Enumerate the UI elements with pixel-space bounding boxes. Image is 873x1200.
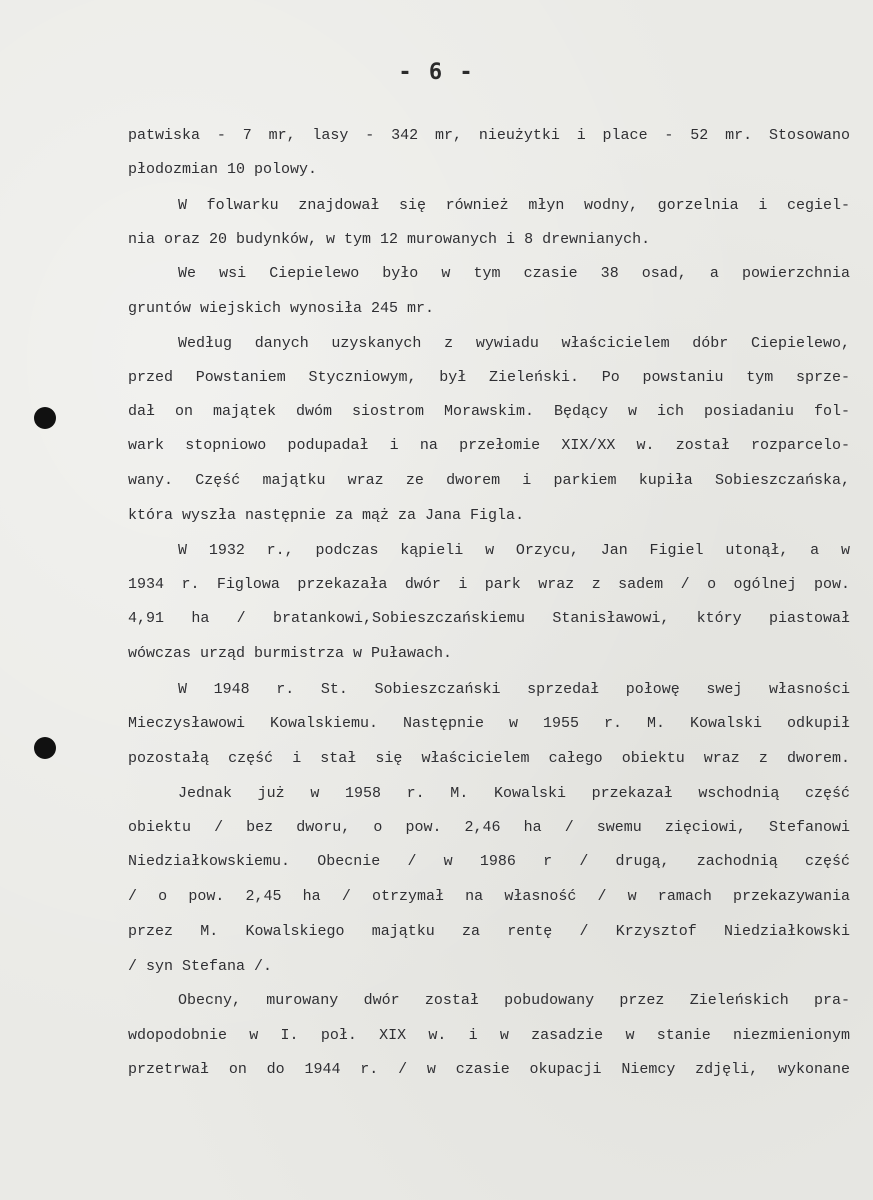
text-line: / syn Stefana /. (128, 958, 273, 975)
text-line: przed Powstaniem Styczniowym, był Zieleński. Po powstaniu tym sprze- (128, 369, 850, 386)
text-line: obiektu / bez dworu, o pow. 2,46 ha / swemu zięciowi, Stefanowi (128, 819, 850, 836)
text-line: Według danych uzyskanych z wywiadu właścicielem dóbr Ciepielewo, (178, 335, 850, 352)
text-line: Obecny, murowany dwór został pobudowany przez Zieleńskich pra- (178, 992, 850, 1009)
text-line: wdopodobnie w I. poł. XIX w. i w zasadzie w stanie niezmienionym (128, 1027, 850, 1044)
text-line: We wsi Ciepielewo było w tym czasie 38 osad, a powierzchnia (178, 265, 850, 282)
text-line: przetrwał on do 1944 r. / w czasie okupacji Niemcy zdjęli, wykonane (128, 1061, 850, 1078)
text-line: 4,91 ha / bratankowi,Sobieszczańskiemu Stanisławowi, który piastował (128, 610, 850, 627)
text-line: dał on majątek dwóm siostrom Morawskim. Będący w ich posiadaniu fol- (128, 403, 850, 420)
text-line: pozostałą część i stał się właścicielem całego obiektu wraz z dworem. (128, 750, 850, 767)
text-line: wark stopniowo podupadał i na przełomie XIX/XX w. został rozparcelo- (128, 437, 850, 454)
text-line: Jednak już w 1958 r. M. Kowalski przekazał wschodnią część (178, 785, 850, 802)
punch-hole-bottom (34, 737, 56, 759)
text-line: 1934 r. Figlowa przekazała dwór i park wraz z sadem / o ogólnej pow. (128, 576, 850, 593)
text-line: patwiska - 7 mr, lasy - 342 mr, nieużytki i place - 52 mr. Stosowano (128, 127, 850, 144)
text-line: wany. Część majątku wraz ze dworem i parkiem kupiła Sobieszczańska, (128, 472, 850, 489)
text-line: wówczas urząd burmistrza w Puławach. (128, 645, 453, 662)
text-line: Mieczysławowi Kowalskiemu. Następnie w 1955 r. M. Kowalski odkupił (128, 715, 850, 732)
text-line: która wyszła następnie za mąż za Jana Figla. (128, 507, 525, 524)
text-line: przez M. Kowalskiego majątku za rentę / Krzysztof Niedziałkowski (128, 923, 850, 940)
text-line: nia oraz 20 budynków, w tym 12 murowanych i 8 drewnianych. (128, 231, 651, 248)
text-line: płodozmian 10 polowy. (128, 161, 318, 178)
punch-hole-top (34, 407, 56, 429)
text-line: W 1932 r., podczas kąpieli w Orzycu, Jan Figiel utonął, a w (178, 542, 850, 559)
text-line: W folwarku znajdował się również młyn wodny, gorzelnia i cegiel- (178, 197, 850, 214)
text-line: / o pow. 2,45 ha / otrzymał na własność / w ramach przekazywania (128, 888, 850, 905)
text-line: gruntów wiejskich wynosiła 245 mr. (128, 300, 435, 317)
page-number: - 6 - (398, 60, 475, 85)
text-line: W 1948 r. St. Sobieszczański sprzedał połowę swej własności (178, 681, 850, 698)
text-line: Niedziałkowskiemu. Obecnie / w 1986 r / drugą, zachodnią część (128, 853, 850, 870)
